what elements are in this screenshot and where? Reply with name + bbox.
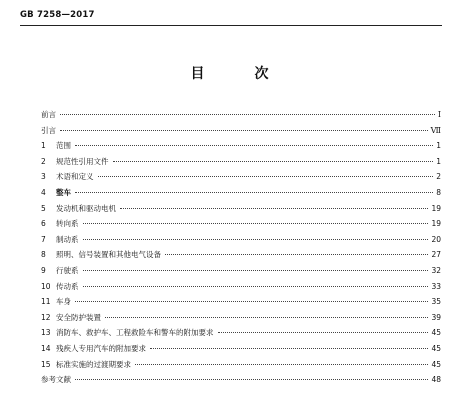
toc-entry-page-number: 39 (431, 312, 441, 322)
table-of-contents (0, 107, 459, 388)
toc-entry-title: 标准实施的过渡期要求 (56, 359, 131, 369)
toc-entry[interactable] (0, 357, 459, 373)
toc-entry-page-number: 45 (431, 343, 441, 353)
toc-entry[interactable] (0, 325, 459, 341)
toc-entry-number: 12 (41, 312, 51, 322)
toc-entry-page-number: 8 (436, 187, 441, 197)
toc-dot-leader (218, 332, 429, 333)
toc-entry-number: 3 (41, 172, 46, 182)
toc-dot-leader (75, 192, 433, 193)
page-title: 目 次 (190, 66, 287, 82)
toc-entry-line (41, 123, 441, 139)
toc-entry-title: 整车 (56, 187, 71, 197)
toc-entry-page-number: 19 (431, 203, 441, 213)
toc-entry-title: 残疾人专用汽车的附加要求 (56, 343, 146, 353)
header-rule (20, 25, 442, 26)
toc-entry-line (56, 247, 441, 263)
toc-entry-number: 14 (41, 343, 51, 353)
toc-dot-leader (98, 176, 434, 177)
toc-entry-title: 规范性引用文件 (56, 156, 109, 166)
toc-entry-title: 制动系 (56, 234, 79, 244)
toc-entry[interactable] (0, 154, 459, 170)
toc-dot-leader (105, 317, 428, 318)
toc-entry-title: 传动系 (56, 281, 79, 291)
toc-entry-title: 转向系 (56, 219, 79, 229)
toc-entry[interactable] (0, 201, 459, 217)
toc-entry[interactable] (0, 279, 459, 295)
toc-entry-line (56, 185, 441, 201)
toc-entry-line (56, 263, 441, 279)
toc-entry[interactable] (0, 372, 459, 388)
toc-entry-line (56, 279, 441, 295)
toc-entry-line (56, 232, 441, 248)
toc-entry-line (56, 325, 441, 341)
toc-entry-number: 4 (41, 187, 46, 197)
toc-entry-page-number: 45 (431, 359, 441, 369)
toc-entry-line (41, 372, 441, 388)
toc-entry[interactable] (0, 263, 459, 279)
toc-entry-page-number: Ⅶ (430, 125, 441, 135)
toc-entry-page-number: 27 (431, 250, 441, 260)
toc-dot-leader (60, 114, 435, 115)
toc-entry-line (56, 138, 441, 154)
toc-entry-page-number: Ⅰ (437, 110, 441, 119)
toc-entry[interactable] (0, 341, 459, 357)
toc-entry-page-number: 1 (436, 156, 441, 166)
toc-entry-line (56, 341, 441, 357)
toc-dot-leader (135, 364, 428, 365)
toc-entry-number: 11 (41, 297, 51, 307)
toc-entry-number: 13 (41, 328, 51, 338)
toc-entry-page-number: 33 (431, 281, 441, 291)
toc-entry[interactable] (0, 310, 459, 326)
toc-entry-page-number: 20 (431, 234, 441, 244)
toc-entry-line (56, 357, 441, 373)
toc-entry-page-number: 32 (431, 265, 441, 275)
toc-entry-page-number: 1 (436, 141, 441, 151)
toc-entry-line (56, 216, 441, 232)
toc-entry-title: 行驶系 (56, 265, 79, 275)
toc-dot-leader (83, 239, 429, 240)
toc-entry[interactable] (0, 107, 459, 123)
toc-entry-page-number: 45 (431, 328, 441, 338)
toc-entry[interactable] (0, 247, 459, 263)
toc-entry-number: 15 (41, 359, 51, 369)
toc-entry-number: 1 (41, 141, 46, 151)
toc-entry[interactable] (0, 232, 459, 248)
toc-dot-leader (75, 301, 428, 302)
toc-entry-line (56, 294, 441, 310)
toc-entry[interactable] (0, 294, 459, 310)
toc-entry-number: 9 (41, 265, 46, 275)
toc-entry-title: 安全防护装置 (56, 312, 101, 322)
toc-entry-title: 发动机和驱动电机 (56, 203, 116, 213)
toc-entry-number: 8 (41, 250, 46, 260)
toc-entry-number: 10 (41, 281, 51, 291)
toc-entry-title: 参考文献 (41, 375, 71, 385)
toc-entry-line (56, 310, 441, 326)
toc-entry[interactable] (0, 216, 459, 232)
toc-entry[interactable] (0, 185, 459, 201)
toc-entry-page-number: 2 (436, 172, 441, 182)
toc-dot-leader (75, 145, 433, 146)
toc-entry-title: 消防车、救护车、工程救险车和警车的附加要求 (56, 328, 214, 338)
toc-dot-leader (113, 161, 434, 162)
toc-entry[interactable] (0, 138, 459, 154)
toc-entry-title: 车身 (56, 297, 71, 307)
toc-dot-leader (83, 286, 429, 287)
toc-dot-leader (120, 208, 428, 209)
toc-entry-title: 照明、信号装置和其他电气设备 (56, 250, 161, 260)
toc-entry[interactable] (0, 123, 459, 139)
toc-entry-title: 前言 (41, 110, 56, 119)
toc-entry-number: 2 (41, 156, 46, 166)
toc-entry-number: 5 (41, 203, 46, 213)
toc-dot-leader (60, 130, 428, 131)
toc-dot-leader (83, 270, 429, 271)
toc-entry-number: 6 (41, 219, 46, 229)
standard-code: GB 7258—2017 (20, 10, 95, 20)
toc-entry[interactable] (0, 169, 459, 185)
toc-dot-leader (75, 379, 428, 380)
toc-entry-line (56, 169, 441, 185)
toc-entry-title: 术语和定义 (56, 172, 94, 182)
toc-entry-page-number: 48 (431, 375, 441, 385)
toc-entry-title: 引言 (41, 125, 56, 135)
toc-entry-number: 7 (41, 234, 46, 244)
toc-entry-page-number: 19 (431, 219, 441, 229)
toc-entry-line (56, 201, 441, 217)
toc-entry-line (56, 154, 441, 170)
toc-entry-page-number: 35 (431, 297, 441, 307)
toc-entry-title: 范围 (56, 141, 71, 151)
toc-dot-leader (165, 254, 428, 255)
toc-entry-line (41, 107, 441, 123)
toc-dot-leader (83, 223, 429, 224)
toc-dot-leader (150, 348, 428, 349)
